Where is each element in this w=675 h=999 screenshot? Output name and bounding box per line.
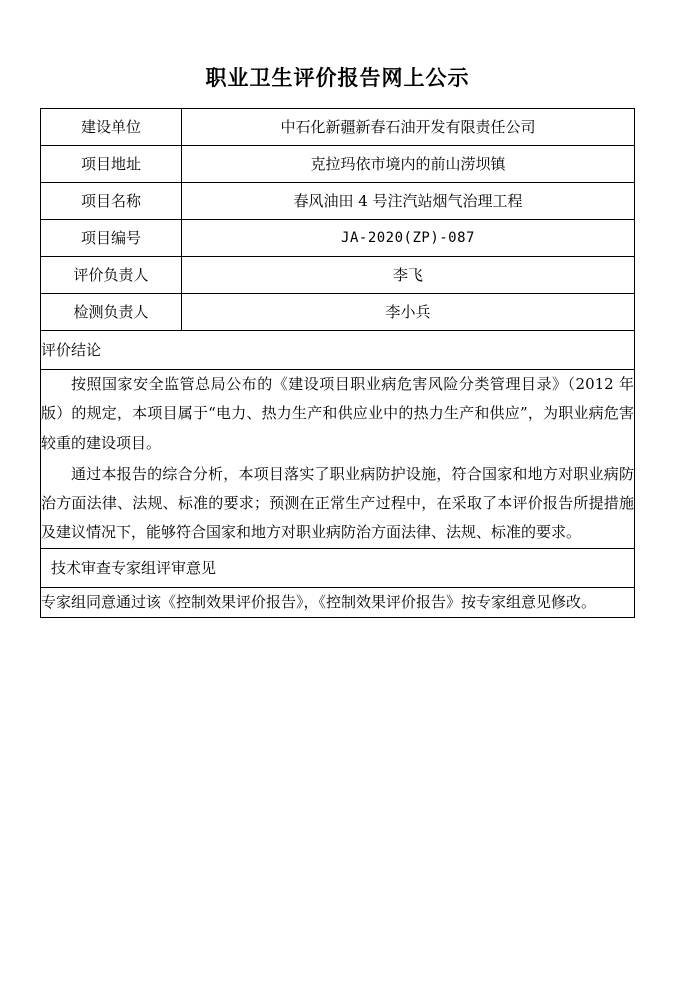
row-label-testing-lead: 检测负责人 xyxy=(41,294,182,331)
table-row xyxy=(41,146,635,183)
table-row xyxy=(41,294,635,331)
review-text: 专家组同意通过该《控制效果评价报告》，《控制效果评价报告》按专家组意见修改。 xyxy=(41,592,597,611)
table-row xyxy=(41,548,635,587)
document-page xyxy=(0,62,675,999)
row-value-evaluation-lead: 李飞 xyxy=(182,257,635,294)
table-row xyxy=(41,587,635,617)
table-row xyxy=(41,220,635,257)
table-row xyxy=(41,331,635,370)
page-title: 职业卫生评价报告网上公示 xyxy=(205,65,470,90)
row-label-project-address: 项目地址 xyxy=(41,146,182,183)
table-row xyxy=(41,109,635,146)
table-row xyxy=(41,183,635,220)
table-row xyxy=(41,257,635,294)
conclusion-paragraph-2: 通过本报告的综合分析，本项目落实了职业病防护设施，符合国家和地方对职业病防治方面法律、法规、标准的要求；预测在正常生产过程中，在采取了本评价报告所提措施及建议情况下，能够符合国家和地方对职业病防治方面法律、法规、标准的要求。 xyxy=(41,464,634,542)
review-heading: 技术审查专家组评审意见 xyxy=(41,548,635,587)
row-label-project-name: 项目名称 xyxy=(41,183,182,220)
review-body xyxy=(41,587,635,617)
row-value-project-name: 春风油田 4 号注汽站烟气治理工程 xyxy=(182,183,635,220)
table-row xyxy=(41,370,635,549)
row-value-project-address: 克拉玛依市境内的前山涝坝镇 xyxy=(182,146,635,183)
row-value-construction-unit: 中石化新疆新春石油开发有限责任公司 xyxy=(182,109,635,146)
row-value-project-number: JA-2020(ZP)-087 xyxy=(182,220,635,257)
conclusion-body xyxy=(41,370,635,549)
conclusion-paragraph-1: 按照国家安全监管总局公布的《建设项目职业病危害风险分类管理目录》（2012 年版）的规定，本项目属于“电力、热力生产和供应业中的热力生产和供应”，为职业病危害较重的建设项目。 xyxy=(41,375,634,452)
row-value-testing-lead: 李小兵 xyxy=(182,294,635,331)
public-notice-table xyxy=(40,108,635,618)
row-label-project-number: 项目编号 xyxy=(41,220,182,257)
row-label-evaluation-lead: 评价负责人 xyxy=(41,257,182,294)
row-label-construction-unit: 建设单位 xyxy=(41,109,182,146)
conclusion-heading: 评价结论 xyxy=(41,331,635,370)
